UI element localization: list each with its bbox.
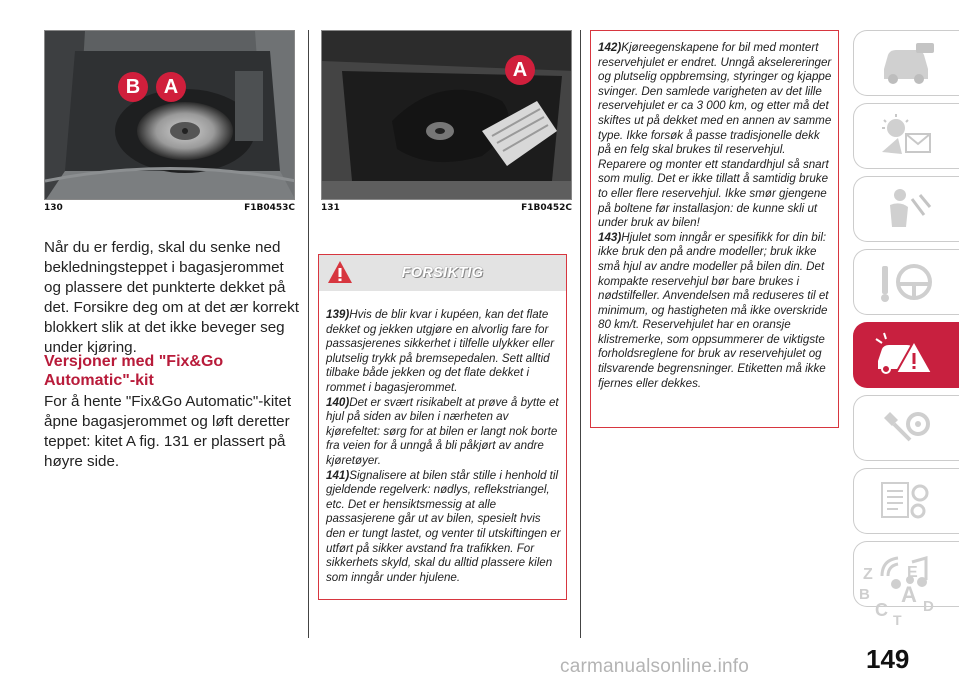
marker-a: A [505, 55, 535, 85]
tab-warning-lights[interactable] [853, 103, 959, 169]
figure-130-image [44, 30, 295, 200]
tab-starting-driving[interactable] [853, 249, 959, 315]
warning-header [319, 255, 566, 291]
index-letter: D [923, 598, 934, 615]
note-141 [326, 469, 561, 586]
index-letters-icon[interactable] [853, 562, 953, 632]
figure-131-caption [321, 203, 572, 213]
tab-maintenance[interactable] [853, 395, 959, 461]
note-text: Hvis de blir kvar i kupéen, kan det flate dekket og jekken utgjøre en alvorlig fare for passasjerenes sikkerhet i tilfelle ulykker eller plutselig trykk på bremsepedalen. Sett alltid tilbake både jekken og det flate dekket i rommet i bagasjerommet. [326, 308, 555, 394]
technical-data-icon [876, 477, 936, 525]
index-letter: C [875, 600, 888, 620]
starting-driving-icon [876, 258, 936, 306]
warning-box-continued [590, 30, 839, 428]
note-text: Signalisere at bilen står stille i henhold til gjeldende regelverk: nødlys, reflekstriangel, etc. Det er hensiktsmessig at alle passasjerene går ut av bilen, spesielt hvis den er tungt lastet, og venter til utskiftingen er utført på sikker avstand fra trafikken. For sikkerhets skyld, skal du alltid plassere kilen som inngår under hjulene. [326, 468, 561, 584]
figure-number: 130 [44, 203, 63, 213]
note-143 [598, 231, 833, 392]
note-number: 143) [598, 230, 622, 244]
marker-b: B [118, 72, 148, 102]
tab-emergency[interactable] [853, 322, 959, 388]
safety-airbag-icon [876, 185, 936, 233]
note-number: 141) [326, 468, 350, 482]
warning-notes-continued [591, 31, 838, 391]
page-number: 149 [866, 644, 910, 674]
index-letter: Z [863, 566, 873, 583]
warning-title: FORSIKTIG [401, 265, 484, 281]
index-letter: E [907, 564, 918, 581]
figure-number: 131 [321, 203, 340, 213]
column-divider [580, 30, 581, 638]
warning-box [318, 254, 567, 600]
marker-a: A [156, 72, 186, 102]
column-divider [308, 30, 309, 638]
warning-notes [319, 291, 566, 585]
figure-code: F1B0453C [244, 203, 295, 213]
warning-lights-icon [876, 112, 936, 160]
tab-dashboard[interactable] [853, 30, 959, 96]
spare-wheel-trunk-illustration [45, 31, 295, 200]
tab-technical-data[interactable] [853, 468, 959, 534]
note-number: 139) [326, 308, 350, 321]
figure-code: F1B0452C [521, 203, 572, 213]
maintenance-icon [876, 404, 936, 452]
note-139 [326, 308, 561, 396]
note-142 [598, 41, 833, 231]
fixgo-kit-trunk-illustration [322, 31, 572, 200]
paragraph-fixgo-kit: For å hente "Fix&Go Automatic"-kitet åpne bagasjerommet og løft deretter teppet: kitet A fig. 131 er plassert på høyre side. [44, 393, 292, 470]
note-text: Kjøreegenskapene for bil med montert reservehjulet er endret. Unngå akselereringer og plutselig oppbremsing, styringer og kjappe svinger. Den samlede varigheten av det lille reservehjulet er ca 3 000 km, og etter må det skiftes ut på dekket med en annen av samme type. Ikke forsøk å passe tradisjonelle dekk på en felg skal brukes til reservehjul. Reparere og monter ett standardhjul så snart som mulig. Det er ikke tillatt å samtidig bruke to eller flere reservehjul. Ikke smør gjengene på boltene før installasjon: de kunne skli ut under bruk av bilen! [598, 41, 832, 230]
emergency-icon [874, 331, 936, 379]
note-140 [326, 396, 561, 469]
index-letter: A [901, 582, 917, 607]
index-letter: T [893, 612, 902, 628]
watermark: carmanualsonline.info [560, 656, 750, 677]
figure-130-caption [44, 203, 295, 213]
dashboard-car-icon [876, 41, 936, 85]
paragraph-lower-trunk-carpet: Når du er ferdig, skal du senke ned bekledningsteppet i bagasjerommet og plassere det punkterte dekket på det. Forsikre deg om at det ær korrekt blokkert slik at det ikke beveger seg under kjøring. [44, 239, 299, 356]
note-text: Hjulet som inngår er spesifikk for din bil: ikke bruk den på andre modeller; bruk ikke små hjul av andre modeller på bilen din. Det kompakte reservehjul bør bare brukes i nødstilfeller. Anvendelsen må reduseres til et minimum, og hastigheten må ikke overskride 80 km/t. Reservehjulet har en oransje klistremerke, som oppsummerer de viktigste forholdsreglene for bruk av reservehjulet og tilsvarende begrensninger. Etiketten må ikke fjernes eller dekkes. [598, 230, 829, 390]
note-number: 142) [598, 41, 622, 54]
note-text: Det er svært risikabelt at prøve å bytte et hjul på siden av bilen i nærheten av kjørefeltet: sørg for at bilen er langt nok borte fra veien for å unngå å bli påkjørt av andre kjøretøyer. [326, 395, 559, 467]
note-number: 140) [326, 395, 350, 409]
tab-safety[interactable] [853, 176, 959, 242]
figure-131-image [321, 30, 572, 200]
section-heading-fixgo: Versjoner med "Fix&Go Automatic"-kit [44, 353, 224, 389]
index-letter: B [859, 586, 870, 603]
